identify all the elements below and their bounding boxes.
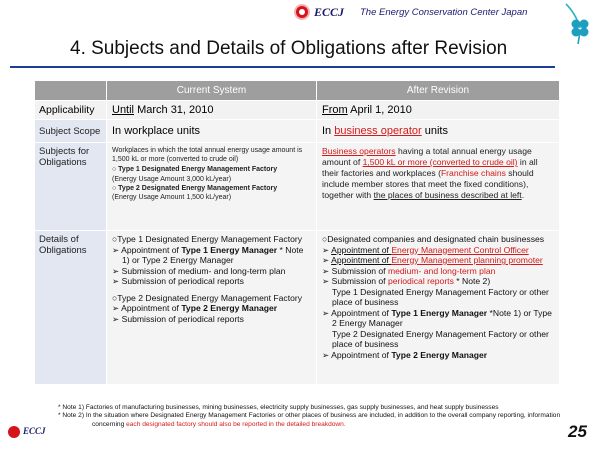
page-title: 4. Subjects and Details of Obligations after Revision <box>70 38 508 59</box>
row-label-subject-scope: Subject Scope <box>35 120 107 143</box>
table-row-subject-scope <box>35 120 560 143</box>
subjects-current: Workplaces in which the total annual energy usage amount is 1,500 kL or more (converted to crude oil) ○ Type 1 Designated Energy Management Factory (Energy Usage Amount 3,000 kL/year) ○ Type 2 Designated Energy Management Factory (Energy Usage Amount 1,500 kL/year) <box>107 143 317 231</box>
clover-icon <box>562 0 596 46</box>
title-underline <box>10 66 555 68</box>
eccj-logo-text: ECCJ <box>314 5 345 19</box>
header-after-revision: After Revision <box>317 81 560 101</box>
obligations-table <box>34 80 560 385</box>
footer-logo-icon <box>8 426 20 438</box>
header-empty-cell <box>35 81 107 101</box>
footnotes <box>58 404 563 429</box>
footnote-2: * Note 2) In the situation where Designated Energy Management Factories or other places of business are included, in addition to the overall company reporting, information concerning each designated factory should also be reported in the detailed breakdown. <box>58 412 561 428</box>
details-current: ○Type 1 Designated Energy Management Factory ➢ Appointment of Type 1 Energy Manager * Note 1) or Type 2 Energy Manager ➢ Submission of medium- and long-term plan ➢ Submission of periodical reports ○Type 2 Designated Energy Management Factory ➢ Appointment of Type 2 Energy Manager ➢ Submission of periodical reports <box>107 231 317 385</box>
applicability-current: Until March 31, 2010 <box>107 101 317 120</box>
page-number: 25 <box>568 422 587 441</box>
top-bar <box>0 0 600 26</box>
subjects-after: Business operators having a total annual energy usage amount of 1,500 kL or more (converted to crude oil) in all their factories and workplaces (Franchise chains should include member stores that meet the fixed conditions), together with the places of business described at left. <box>317 143 560 231</box>
footer-logo-text: ECCJ <box>23 426 46 436</box>
scope-current: In workplace units <box>107 120 317 143</box>
row-label-subjects: Subjects for Obligations <box>35 143 107 231</box>
scope-after: In business operator units <box>317 120 560 143</box>
table-row-details <box>35 231 560 385</box>
header-current-system: Current System <box>107 81 317 101</box>
footer-logo <box>8 424 48 440</box>
table-header-row <box>35 81 560 101</box>
details-after: ○Designated companies and designated chain businesses ➢ Appointment of Energy Management Control Officer ➢ Appointment of Energy Management planning promoter ➢ Submission of medium- and long-term plan ➢ Submission of periodical reports * Note 2) Type 1 Designated Energy Management Factory or other place of business ➢ Appointment of Type 1 Energy Manager *Note 1) or Type 2 Energy Manager Type 2 Designated Energy Management Factory or other place of business ➢ Appointment of Type 2 Energy Manager <box>317 231 560 385</box>
eccj-logo-icon <box>294 4 310 20</box>
row-label-applicability: Applicability <box>35 101 107 120</box>
row-label-details: Details of Obligations <box>35 231 107 385</box>
applicability-after: From April 1, 2010 <box>317 101 560 120</box>
table-row-applicability <box>35 101 560 120</box>
footnote-1: * Note 1) Factories of manufacturing businesses, mining businesses, electricity supply businesses, gas supply businesses, and heat supply businesses <box>58 404 499 411</box>
table-row-subjects <box>35 143 560 231</box>
organization-name: The Energy Conservation Center Japan <box>360 7 528 18</box>
